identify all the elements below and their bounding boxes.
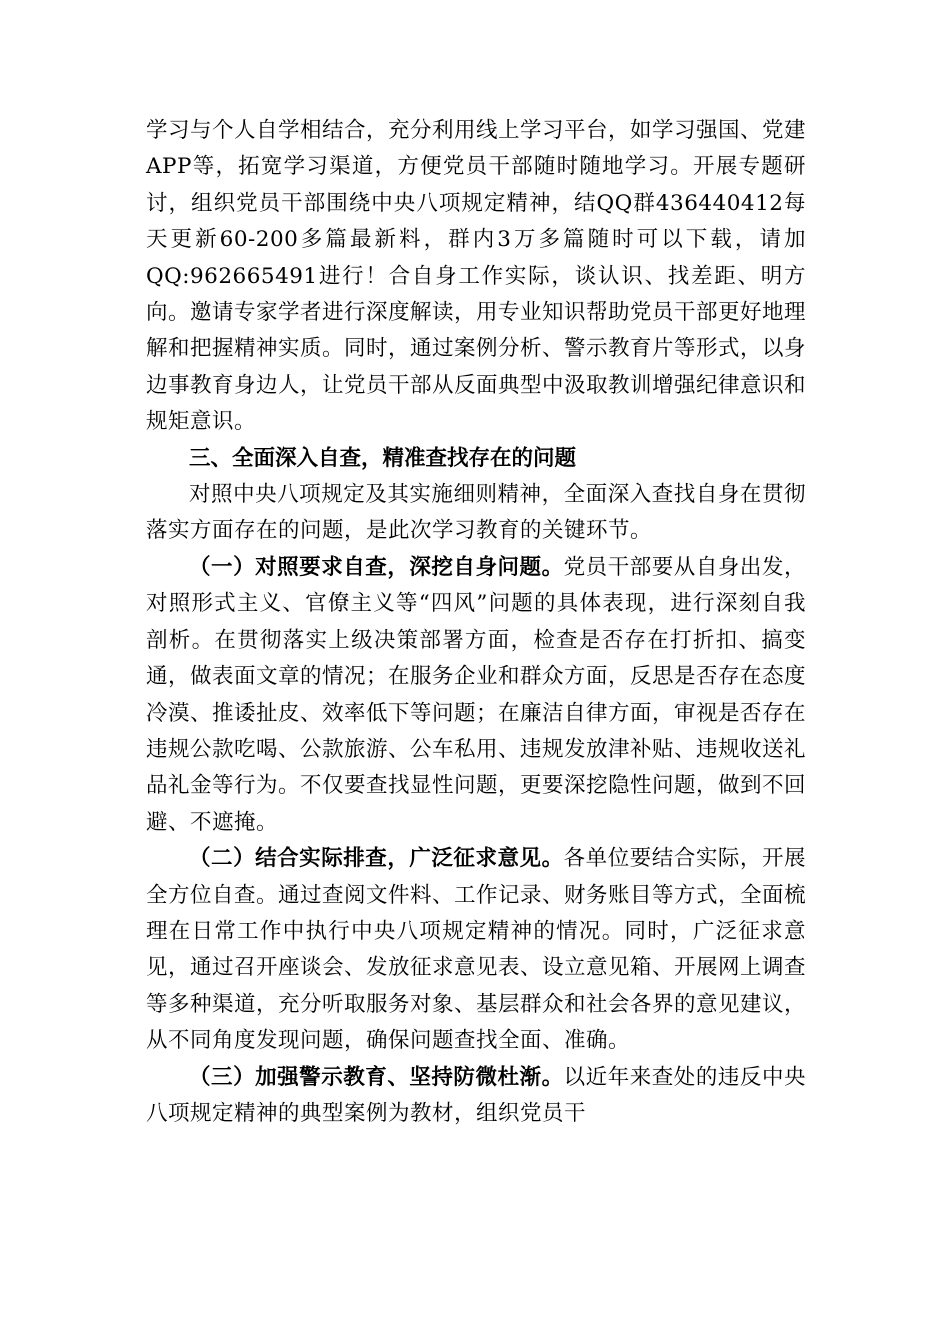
section-heading: 三、全面深入自查，精准查找存在的问题 bbox=[189, 445, 577, 471]
subsection-paragraph bbox=[146, 550, 806, 841]
subsection-paragraph bbox=[146, 841, 806, 1059]
subsection-lead: （三）加强警示教育、坚持防微杜渐。 bbox=[189, 1064, 564, 1090]
subsection-text: 各单位要结合实际，开展全方位自查。通过查阅文件料、工作记录、财务账目等方式，全面梳理在日常工作中执行中央八项规定精神的情况。同时，广泛征求意见，通过召开座谈会、发放征求意见表、设立意见箱、开展网上调查等多种渠道，充分听取服务对象、基层群众和社会各界的意见建议，从不同角度发现问题，确保问题查找全面、准确。 bbox=[146, 846, 807, 1054]
body-paragraph: 对照中央八项规定及其实施细则精神，全面深入查找自身在贯彻落实方面存在的问题，是此次学习教育的关键环节。 bbox=[146, 482, 806, 544]
subsection-paragraph bbox=[146, 1060, 806, 1133]
document-body bbox=[146, 113, 806, 1132]
subsection-lead: （二）结合实际排查，广泛征求意见。 bbox=[189, 846, 564, 872]
subsection-text: 党员干部要从自身出发，对照形式主义、官僚主义等“四风”问题的具体表现，进行深刻自我剖析。在贯彻落实上级决策部署方面，检查是否存在打折扣、搞变通，做表面文章的情况；在服务企业和群众方面，反思是否存在态度冷漠、推诿扯皮、效率低下等问题；在廉洁自律方面，审视是否存在违规公款吃喝、公款旅游、公车私用、违规发放津补贴、违规收送礼品礼金等行为。不仅要查找显性问题，更要深挖隐性问题，做到不回避、不遮掩。 bbox=[146, 554, 807, 835]
subsection-lead: （一）对照要求自查，深挖自身问题。 bbox=[189, 554, 564, 580]
subsection-text: 以近年来查处的违反中央八项规定精神的典型案例为教材，组织党员干 bbox=[146, 1064, 806, 1126]
body-paragraph: 学习与个人自学相结合，充分利用线上学习平台，如学习强国、党建APP等，拓宽学习渠道，方便党员干部随时随地学习。开展专题研讨，组织党员干部围绕中央八项规定精神，结QQ群436440412每天更新60-200多篇最新料，群内3万多篇随时可以下载，请加QQ:962665491进行！合自身工作实际，谈认识、找差距、明方向。邀请专家学者进行深度解读，用专业知识帮助党员干部更好地理解和把握精神实质。同时，通过案例分析、警示教育片等形式，以身边事教育身边人，让党员干部从反面典型中汲取教训增强纪律意识和规矩意识。 bbox=[146, 118, 807, 435]
